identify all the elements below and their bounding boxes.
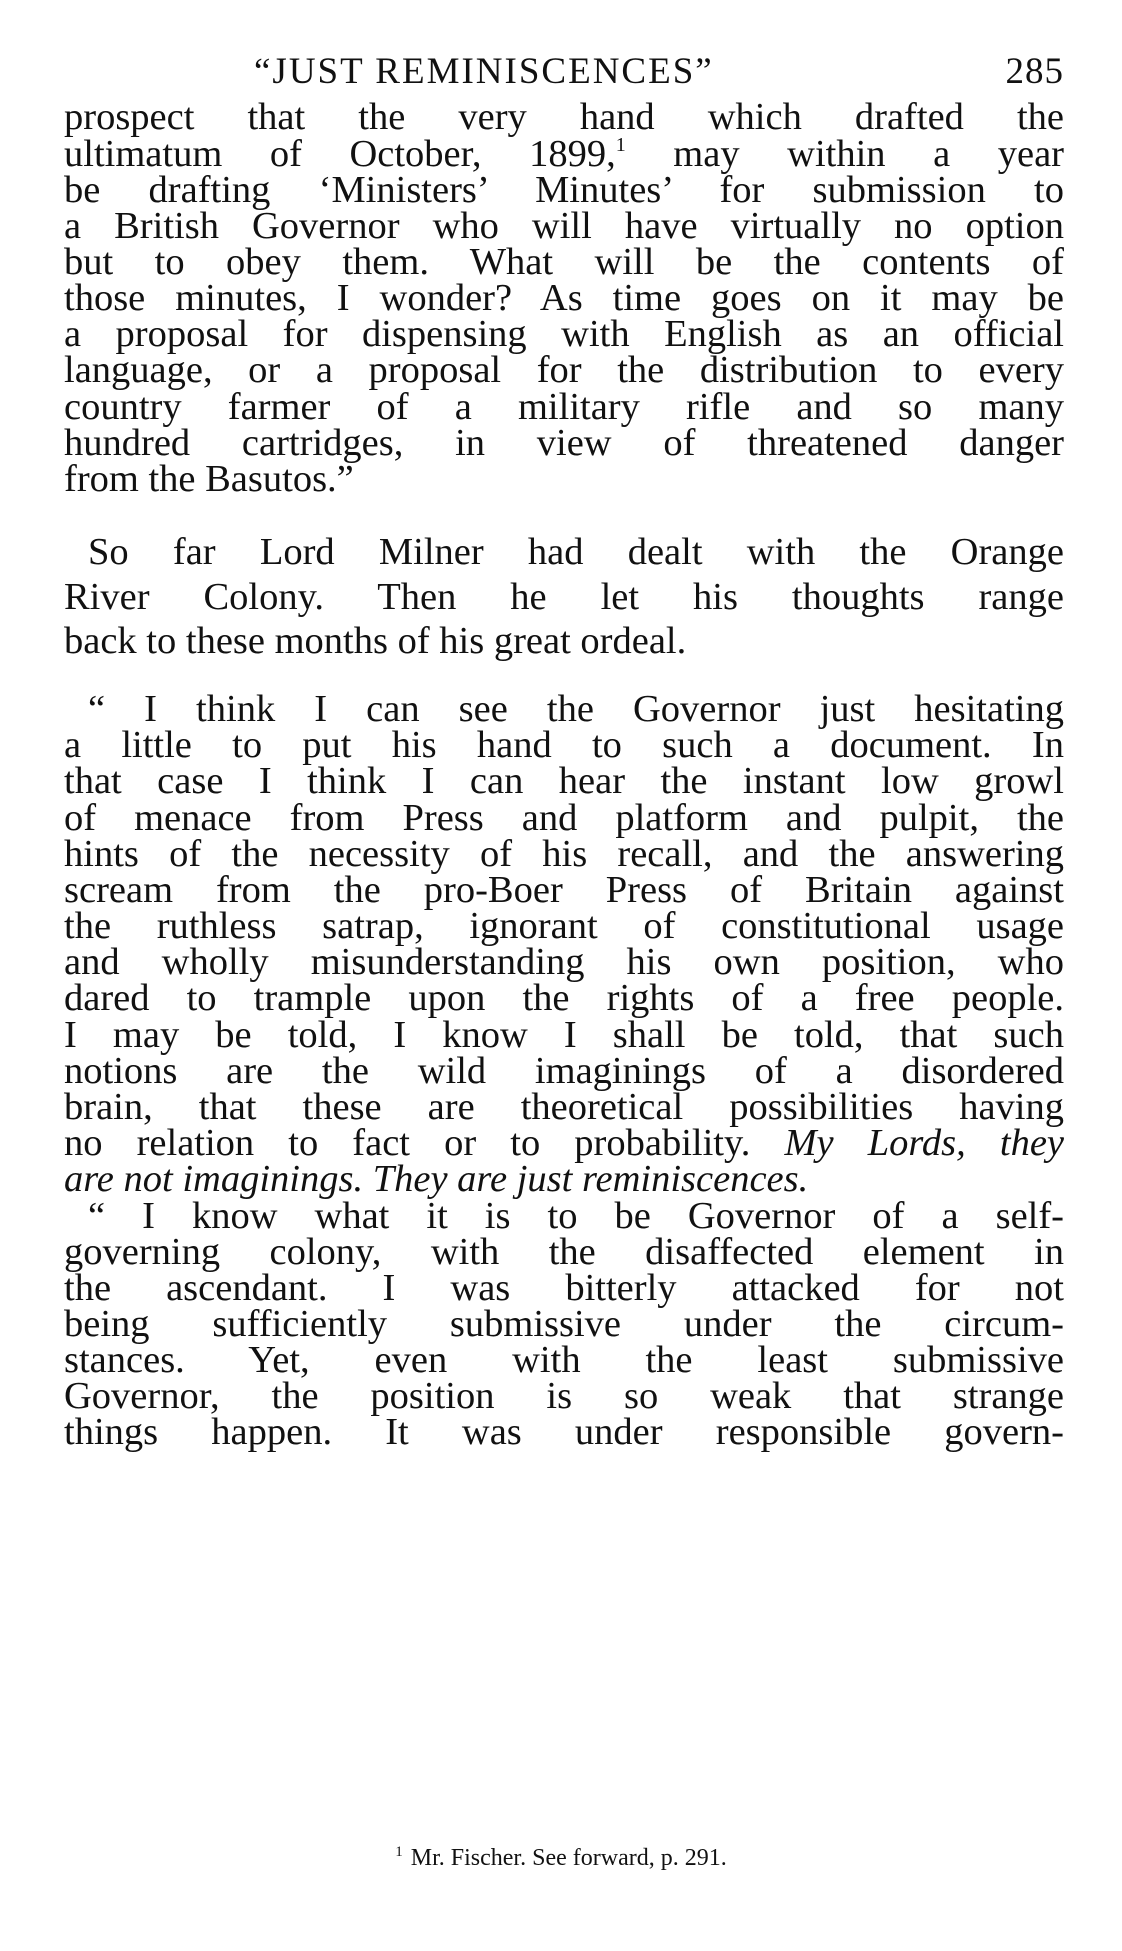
text-line: hundred cartridges, in view of threatened danger [64, 422, 1064, 464]
text-line: dared to trample upon the rights of a free people. [64, 977, 1064, 1019]
text-line: “ I know what it is to be Governor of a self- [88, 1195, 1064, 1237]
footnote-reference: 1 [615, 134, 626, 156]
text-segment: may within a year [673, 133, 1064, 175]
text-line: and wholly misunderstanding his own position, who [64, 941, 1064, 983]
text-line [64, 135, 1064, 174]
italic-segment: are not imaginings. They are just reminiscences. [64, 1158, 809, 1200]
text-line: from the Basutos.” [64, 458, 354, 500]
text-line: the ruthless satrap, ignorant of constitutional usage [64, 905, 1064, 947]
text-line: those minutes, I wonder? As time goes on it may be [64, 277, 1064, 319]
text-line: stances. Yet, even with the least submissive [64, 1339, 1064, 1381]
text-line [64, 1160, 1064, 1199]
text-line: being sufficiently submissive under the circum- [64, 1303, 1064, 1345]
running-title: “JUST REMINISCENCES” [254, 51, 714, 92]
text-line: be drafting ‘Ministers’ Minutes’ for submission to [64, 169, 1064, 211]
text-line: governing colony, with the disaffected element in [64, 1231, 1064, 1273]
text-line: Governor, the position is so weak that strange [64, 1375, 1064, 1417]
text-line: a little to put his hand to such a document. In [64, 724, 1064, 766]
text-line: but to obey them. What will be the contents of [64, 241, 1064, 283]
footnote-text: Mr. Fischer. See forward, p. 291. [410, 1845, 727, 1871]
text-line: of menace from Press and platform and pulpit, the [64, 797, 1064, 839]
running-header [64, 50, 1064, 100]
text-line: a British Governor who will have virtually no option [64, 205, 1064, 247]
text-line: back to these months of his great ordeal. [64, 620, 687, 662]
text-line [64, 1124, 1064, 1163]
text-line: “ I think I can see the Governor just hesitating [88, 688, 1064, 730]
text-line: that case I think I can hear the instant low growl [64, 760, 1064, 802]
text-line: hints of the necessity of his recall, and the answering [64, 833, 1064, 875]
text-line: country farmer of a military rifle and so many [64, 386, 1064, 428]
italic-segment: My Lords, they [784, 1122, 1064, 1164]
footnote [0, 1844, 1122, 1872]
text-line: brain, that these are theoretical possibilities having [64, 1086, 1064, 1128]
text-line: prospect that the very hand which drafted the [64, 96, 1064, 138]
text-line: notions are the wild imaginings of a disordered [64, 1050, 1064, 1092]
text-line: River Colony. Then he let his thoughts range [64, 576, 1064, 618]
text-line: So far Lord Milner had dealt with the Orange [88, 531, 1064, 573]
footnote-marker: 1 [395, 1844, 403, 1860]
text-line: I may be told, I know I shall be told, that such [64, 1014, 1064, 1056]
text-segment: no relation to fact or to probability. [64, 1122, 751, 1164]
text-line: language, or a proposal for the distribution to every [64, 349, 1064, 391]
text-line: the ascendant. I was bitterly attacked for not [64, 1267, 1064, 1309]
text-line: things happen. It was under responsible govern- [64, 1411, 1064, 1453]
text-segment: ultimatum of October, 1899, [64, 133, 616, 175]
page-number: 285 [1005, 51, 1064, 92]
text-line: a proposal for dispensing with English as an official [64, 313, 1064, 355]
text-line: scream from the pro-Boer Press of Britain against [64, 869, 1064, 911]
